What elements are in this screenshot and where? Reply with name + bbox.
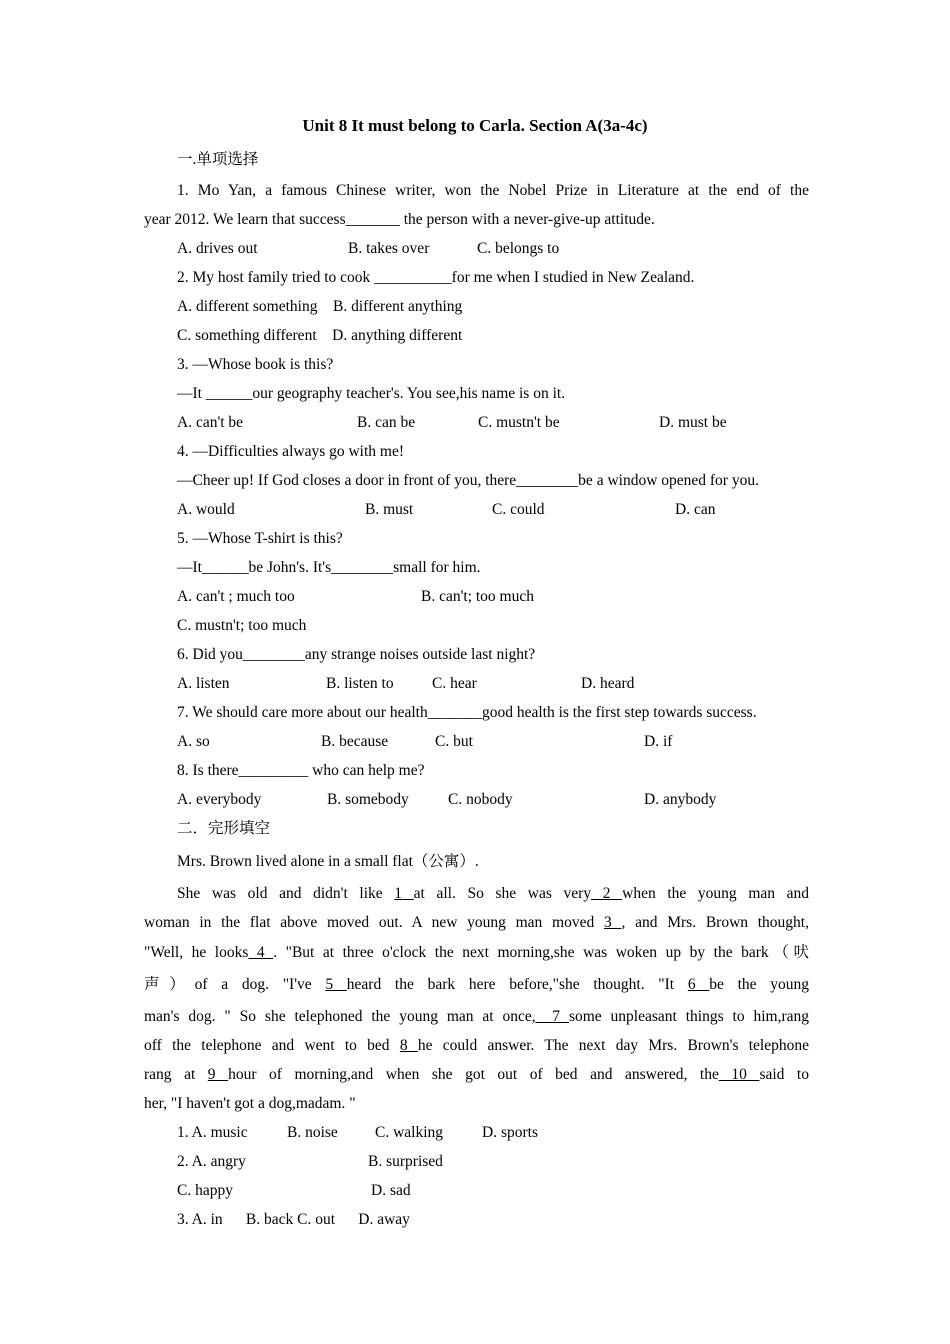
q3-option-a: A. can't be <box>177 414 244 431</box>
blank-6: 6 <box>687 976 710 993</box>
cloze-o2-d: D. sad <box>371 1182 411 1199</box>
q3-option-b: B. can be <box>357 414 416 431</box>
blank-5: 5 <box>325 976 347 993</box>
q4-stem-2: —Cheer up! If God closes a door in front of you, there________be a window opened for you. <box>177 472 759 489</box>
blank-8: 8 <box>399 1037 418 1054</box>
q8-option-b: B. somebody <box>327 791 409 808</box>
q2-options-ab: A. different something B. different anything <box>177 298 463 315</box>
q5-option-a: A. can't ; much too <box>177 588 295 605</box>
cloze-o1-d: D. sports <box>482 1124 538 1141</box>
q8-stem: 8. Is there_________ who can help me? <box>177 762 425 779</box>
q1-stem-line2: year 2012. We learn that success_______ the person with a never-give-up attitude. <box>144 211 655 228</box>
cloze-o2-c: C. happy <box>177 1182 233 1199</box>
q3-option-d: D. must be <box>659 414 727 431</box>
blank-10: 10 <box>718 1066 760 1083</box>
passage-line-1: She was old and didn't like 1 at all. So she was very 2 when the young man and <box>177 885 810 902</box>
q7-stem: 7. We should care more about our health_______good health is the first step towards success. <box>177 704 757 721</box>
q7-option-d: D. if <box>644 733 673 750</box>
cloze-o1-c: C. walking <box>375 1124 444 1141</box>
blank-2: 2 <box>591 885 623 902</box>
q8-option-a: A. everybody <box>177 791 262 808</box>
q2-options-cd: C. something different D. anything different <box>177 327 463 344</box>
q4-option-a: A. would <box>177 501 235 518</box>
cloze-o3: 3. A. in B. back C. out D. away <box>177 1211 410 1228</box>
blank-3: 3 <box>603 914 622 931</box>
q8-option-c: C. nobody <box>448 791 513 808</box>
q6-option-b: B. listen to <box>326 675 394 692</box>
q3-stem-2: —It ______our geography teacher's. You see,his name is on it. <box>177 385 566 402</box>
q6-option-d: D. heard <box>581 675 635 692</box>
q1-option-a: A. drives out <box>177 240 258 257</box>
cloze-o2-b: B. surprised <box>368 1153 443 1170</box>
section-heading-cloze: 二．完形填空 <box>177 820 271 837</box>
q5-stem-2: —It______be John's. It's________small for him. <box>177 559 481 576</box>
blank-4: 4 <box>248 944 274 961</box>
passage-line-5: man's dog. " So she telephoned the young man at once,_ 7 some unpleasant things to him,rang <box>144 1008 809 1025</box>
q5-option-c: C. mustn't; too much <box>177 617 307 634</box>
blank-7: _ 7 <box>535 1008 569 1025</box>
q5-stem: 5. —Whose T-shirt is this? <box>177 530 343 547</box>
cloze-o2-a: 2. A. angry <box>177 1153 246 1170</box>
q7-option-c: C. but <box>435 733 473 750</box>
q6-option-a: A. listen <box>177 675 230 692</box>
q2-stem: 2. My host family tried to cook __________for me when I studied in New Zealand. <box>177 269 695 286</box>
q6-option-c: C. hear <box>432 675 477 692</box>
passage-line-8: her, "I haven't got a dog,madam. " <box>144 1095 356 1112</box>
passage-line-4: 声）of a dog. "I've 5 heard the bark here before,"she thought. "It 6 be the young <box>144 976 810 993</box>
passage-line-3: "Well, he looks 4 . "But at three o'clock the next morning,she was woken up by the bark（吠 <box>144 944 809 961</box>
q4-stem: 4. —Difficulties always go with me! <box>177 443 405 460</box>
passage-line-7: rang at 9 hour of morning,and when she got out of bed and answered, the 10 said to <box>144 1066 809 1083</box>
q1-option-b: B. takes over <box>348 240 430 257</box>
passage-line-2: woman in the flat above moved out. A new young man moved 3 , and Mrs. Brown thought, <box>144 914 809 931</box>
q1-option-c: C. belongs to <box>477 240 560 257</box>
cloze-intro: Mrs. Brown lived alone in a small flat（公寓）. <box>177 853 479 870</box>
passage-line-6: off the telephone and went to bed 8 he could answer. The next day Mrs. Brown's telephone <box>144 1037 810 1054</box>
q4-option-b: B. must <box>365 501 414 518</box>
q1-stem-line1: 1. Mo Yan, a famous Chinese writer, won the Nobel Prize in Literature at the end of the <box>177 182 809 199</box>
q3-option-c: C. mustn't be <box>478 414 560 431</box>
page-title: Unit 8 It must belong to Carla. Section A(3a-4c) <box>302 116 648 135</box>
cloze-o1-a: 1. A. music <box>177 1124 248 1141</box>
q7-option-b: B. because <box>321 733 389 750</box>
q4-option-c: C. could <box>492 501 545 518</box>
q4-option-d: D. can <box>675 501 716 518</box>
q7-option-a: A. so <box>177 733 210 750</box>
q3-stem: 3. —Whose book is this? <box>177 356 334 373</box>
q5-option-b: B. can't; too much <box>421 588 534 605</box>
blank-1: 1 <box>394 885 414 902</box>
cloze-o1-b: B. noise <box>287 1124 338 1141</box>
blank-9: 9 <box>207 1066 229 1083</box>
section-heading-single-choice: 一.单项选择 <box>177 151 259 168</box>
q8-option-d: D. anybody <box>644 791 717 808</box>
q6-stem: 6. Did you________any strange noises outside last night? <box>177 646 536 663</box>
